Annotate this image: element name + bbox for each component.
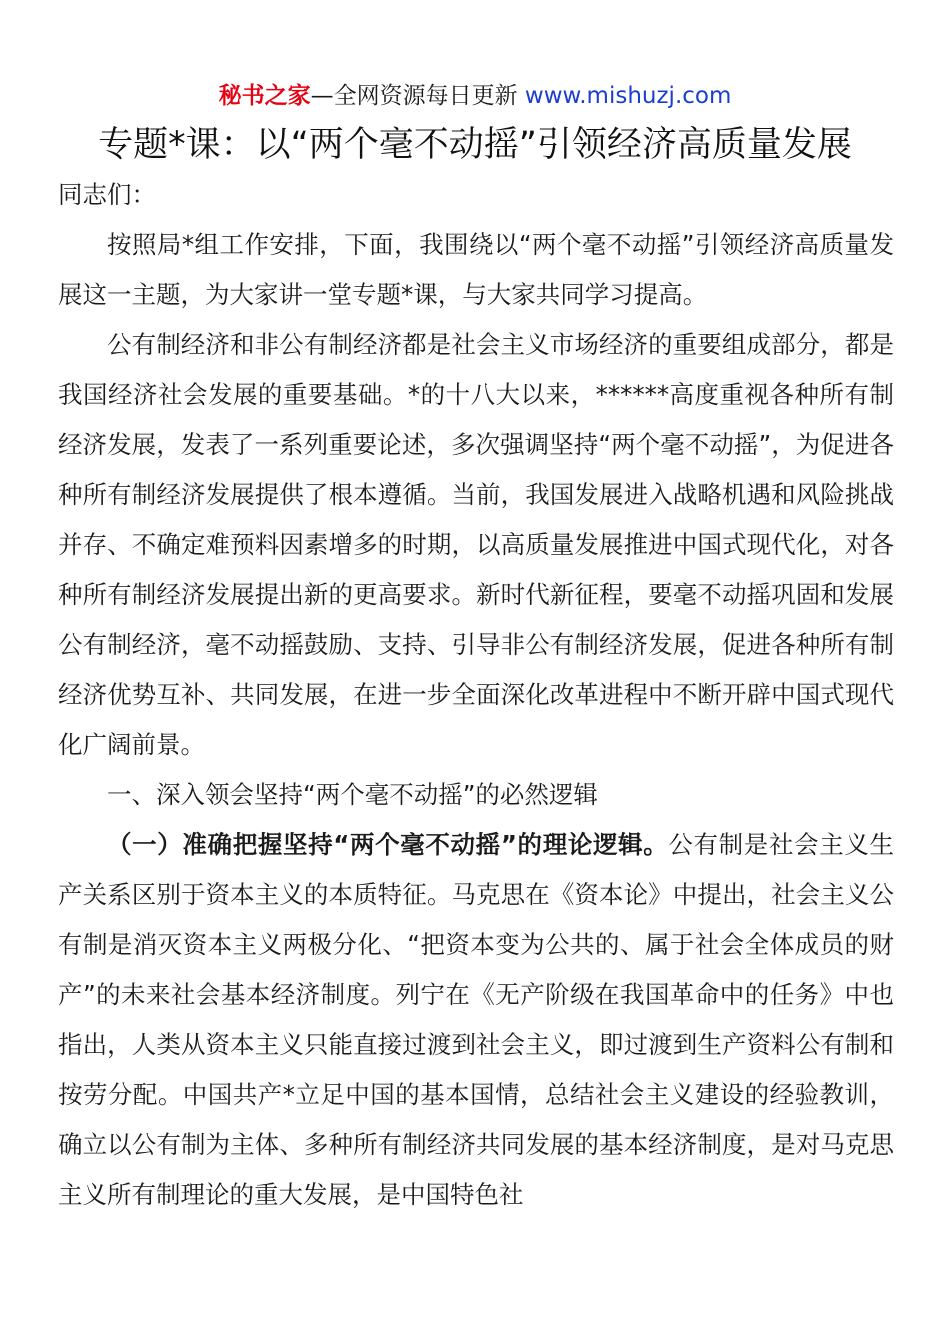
site-tagline: —全网资源每日更新	[310, 83, 518, 109]
section-heading: 一、深入领会坚持“两个毫不动摇”的必然逻辑	[107, 780, 598, 809]
document-body	[58, 170, 894, 1220]
site-url-link[interactable]: www.mishuzj.com	[524, 83, 732, 109]
subsection-text: 公有制是社会主义生产关系区别于资本主义的本质特征。马克思在《资本论》中提出，社会主义公有制是消灭资本主义两极分化、“把资本变为公共的、属于社会全体成员的财产”的未来社会基本经济制度。列宁在《无产阶级在我国革命中的任务》中也指出，人类从资本主义只能直接过渡到社会主义，即过渡到生产资料公有制和按劳分配。中国共产*立足中国的基本国情，总结社会主义建设的经验教训，确立以公有制为主体、多种所有制经济共同发展的基本经济制度，是对马克思主义所有制理论的重大发展，是中国特色社	[58, 830, 894, 1209]
salutation: 同志们：	[58, 180, 156, 209]
paragraph: 公有制经济和非公有制经济都是社会主义市场经济的重要组成部分，都是我国经济社会发展的重要基础。*的十八大以来，******高度重视各种所有制经济发展，发表了一系列重要论述，多次强调坚持“两个毫不动摇”，为促进各种所有制经济发展提供了根本遵循。当前，我国发展进入战略机遇和风险挑战并存、不确定难预料因素增多的时期，以高质量发展推进中国式现代化，对各种所有制经济发展提出新的更高要求。新时代新征程，要毫不动摇巩固和发展公有制经济，毫不动摇鼓励、支持、引导非公有制经济发展，促进各种所有制经济优势互补、共同发展，在进一步全面深化改革进程中不断开辟中国式现代化广阔前景。	[58, 330, 894, 759]
site-brand: 秘书之家	[218, 83, 311, 109]
document-title: 专题*课：以“两个毫不动摇”引领经济高质量发展	[98, 125, 852, 165]
subsection-paragraph	[58, 820, 894, 1220]
paragraph: 按照局*组工作安排，下面，我围绕以“两个毫不动摇”引领经济高质量发展这一主题，为大家讲一堂专题*课，与大家共同学习提高。	[58, 230, 894, 309]
site-header	[0, 80, 950, 112]
subsection-heading: （一）准确把握坚持“两个毫不动摇”的理论逻辑。	[107, 830, 669, 859]
